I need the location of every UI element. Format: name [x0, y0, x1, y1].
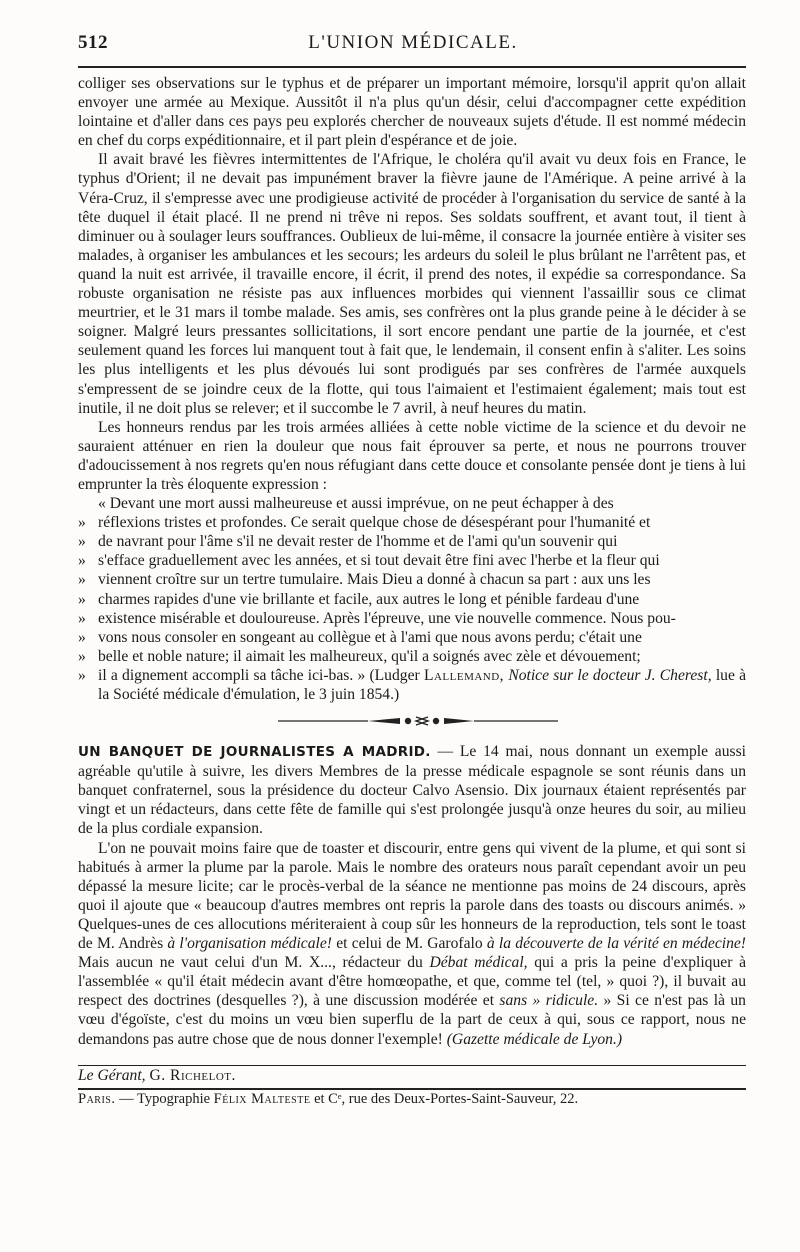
quote-line: » charmes rapides d'une vie brillante et facile, aux autres le long et pénible fardeau d'une	[78, 590, 640, 608]
paragraph: colliger ses observations sur le typhus et de préparer un important mémoire, lorsqu'il apprit qu'on allait envoyer une armée au Mexique. Aussitôt il n'a plus qu'un désir, celui d'accompagner cette expédition lointaine et d'aller dans ces pays peu explorés chercher de nouveaux sujets d'étude. Il est nommé médecin en chef du corps expéditionnaire, et il part plein d'espérance et de joie.	[78, 75, 746, 150]
paragraph: Il avait bravé les fièvres intermittentes de l'Afrique, le choléra qu'il avait vu deux fois en France, le typhus d'Orient; il ne devait pas impunément braver la fièvre jaune de l'Amérique. A peine arrivé à la Véra-Cruz, il s'empresse avec une prodigieuse activité de procéder à l'organisation du service de santé à la tête duquel il était placé. Il ne prend ni trêve ni repos. Ses soldats souffrent, et avant tout, il tient à diminuer ou à soulager leurs souffrances. Oublieux de lui-même, il consacre la journée entière à visiter ses malades, à organiser les ambulances et les secours; les ardeurs du soleil le plus brûlant ne l'arrêtent pas, et quand la nuit est arrivée, il travaille encore, il écrit, il prend des notes, il expédie sa correspondance. Sa robuste organisation ne résiste pas aux influences morbides qui viennent l'assaillir sous ce climat meurtrier, et le 31 mars il tombe malade. Ses amis, ses confrères ont la plus grande peine à le décider à se soigner. Malgré leurs pressantes sollicitations, il sort encore pendant une partie de la journée, et c'est seulement quand les forces lui manquent tout à fait que, le lendemain, il consent enfin à s'aliter. Les soins les plus intelligents et les plus dévoués lui sont prodigués par ses confrères de l'armée auxquels s'empressent de se joindre ceux de la flotte, qui tous l'aimaient et l'estimaient également; mais tout est inutile, il ne doit plus se relever; et il succombe le 7 avril, à neuf heures du matin.	[78, 151, 746, 417]
running-header	[78, 28, 748, 62]
paragraph: L'on ne pouvait moins faire que de toaster et discourir, entre gens qui vivent de la plume, et qui sont si habitués à armer la plume par la parole. Mais le nombre des orateurs nous paraît cependant avoir un peu dépassé la mesure licite; car le procès-verbal de la séance ne mentionne pas moins de 24 discours, après quoi il ajoute que « beaucoup d'autres membres ont repris la parole dans des toasts ou discours animés. » Quelques-unes de ces allocutions mériteraient à coup sûr les honneurs de la reproduction, tels sont le toast de M. Andrès à l'organisation médicale! et celui de M. Garofalo à la découverte de la vérité en médecine! Mais aucun ne vaut celui d'un M. X..., rédacteur du Débat médical, qui a pris la peine d'expliquer à l'assemblée « qu'il était médecin avant d'être homœopathe, et que, comme tel (tel, » quoi ?), il buvait au respect des doctrines (desquelles ?), à une discussion modérée et sans » ridicule. » Si ce n'est pas là un vœu d'égoïste, c'est du moins un vœu bien superflu de la part de ceux à qui, sous ce rapport, nous ne demandons pas autre chose que de nous donner l'exemple! (Gazette médicale de Lyon.)	[78, 839, 746, 1048]
page-body	[78, 74, 746, 1109]
citation-work: Notice sur le docteur J. Cherest,	[508, 666, 712, 684]
paragraph: UN BANQUET DE JOURNALISTES A MADRID. — Le 14 mai, nous donnant un exemple aussi agréable qu'utile à suivre, les divers Membres de la presse médicale espagnole se sont réunis dans un banquet confraternel, sous la présidence du docteur Calvo Asensio. Dix journaux étaient représentés par vingt et un rédacteurs, dans cette fête de famille qui s'est prolongée jusqu'à onze heures du soir, au milieu de la plus cordiale expansion.	[78, 743, 746, 838]
quote-line: » réflexions tristes et profondes. Ce serait quelque chose de désespérant pour l'humanité et	[78, 514, 651, 532]
quote-line: » existence misérable et douloureuse. Après l'épreuve, une vie nouvelle commence. Nous pou-	[78, 609, 676, 627]
quotation	[78, 494, 746, 704]
journal-title: L'UNION MÉDICALE.	[308, 32, 518, 53]
quote-line: » belle et noble nature; il aimait les malheureux, qu'il a soignés avec zèle et dévouement;	[78, 647, 641, 665]
quote-line: » de navrant pour l'âme s'il ne devait rester de l'homme et de l'ami qu'un souvenir qui	[78, 533, 618, 551]
signature: Le Gérant, G. Richelot.	[78, 1066, 236, 1084]
citation-author: Lallemand,	[423, 666, 505, 684]
quote-line: « Devant une mort aussi malheureuse et aussi imprévue, on ne peut échapper à des	[98, 495, 614, 513]
printer-imprint: Paris. — Typographie Félix Malteste et Cᵉ, rue des Deux-Portes-Saint-Sauveur, 22.	[78, 1090, 579, 1107]
section-ornament	[78, 710, 746, 732]
quote-line: » vons nous consoler en songeant au collègue et à l'ami que nous avons perdu; c'était une	[78, 628, 642, 646]
article-title: UN BANQUET DE JOURNALISTES A MADRID.	[78, 744, 431, 761]
page-number: 512	[78, 32, 108, 53]
quote-line: » s'efface graduellement avec les années, et si tout devait être fini avec l'herbe et la fleur qui	[78, 552, 660, 570]
source-citation: (Gazette médicale de Lyon.)	[446, 1030, 623, 1048]
paragraph: Les honneurs rendus par les trois armées alliées à cette noble victime de la science et du devoir ne sauraient atténuer en rien la douleur que nous fait éprouver sa perte, et nous ne pourrons trouver d'adoucissement à nos regrets qu'en nous réfugiant dans cette douce et consolante pensée dont je tiens à lui emprunter la très éloquente expression :	[78, 418, 746, 493]
quote-line: » il a dignement accompli sa tâche ici-bas. » (Ludger Lallemand, Notice sur le docteur J. Cherest, lue à la Société médicale d'émulation, le 3 juin 1854.)	[78, 666, 747, 703]
header-rule	[78, 66, 746, 68]
quote-line: » viennent croître sur un tertre tumulaire. Mais Dieu a donné à chacun sa part : aux uns les	[78, 571, 651, 589]
